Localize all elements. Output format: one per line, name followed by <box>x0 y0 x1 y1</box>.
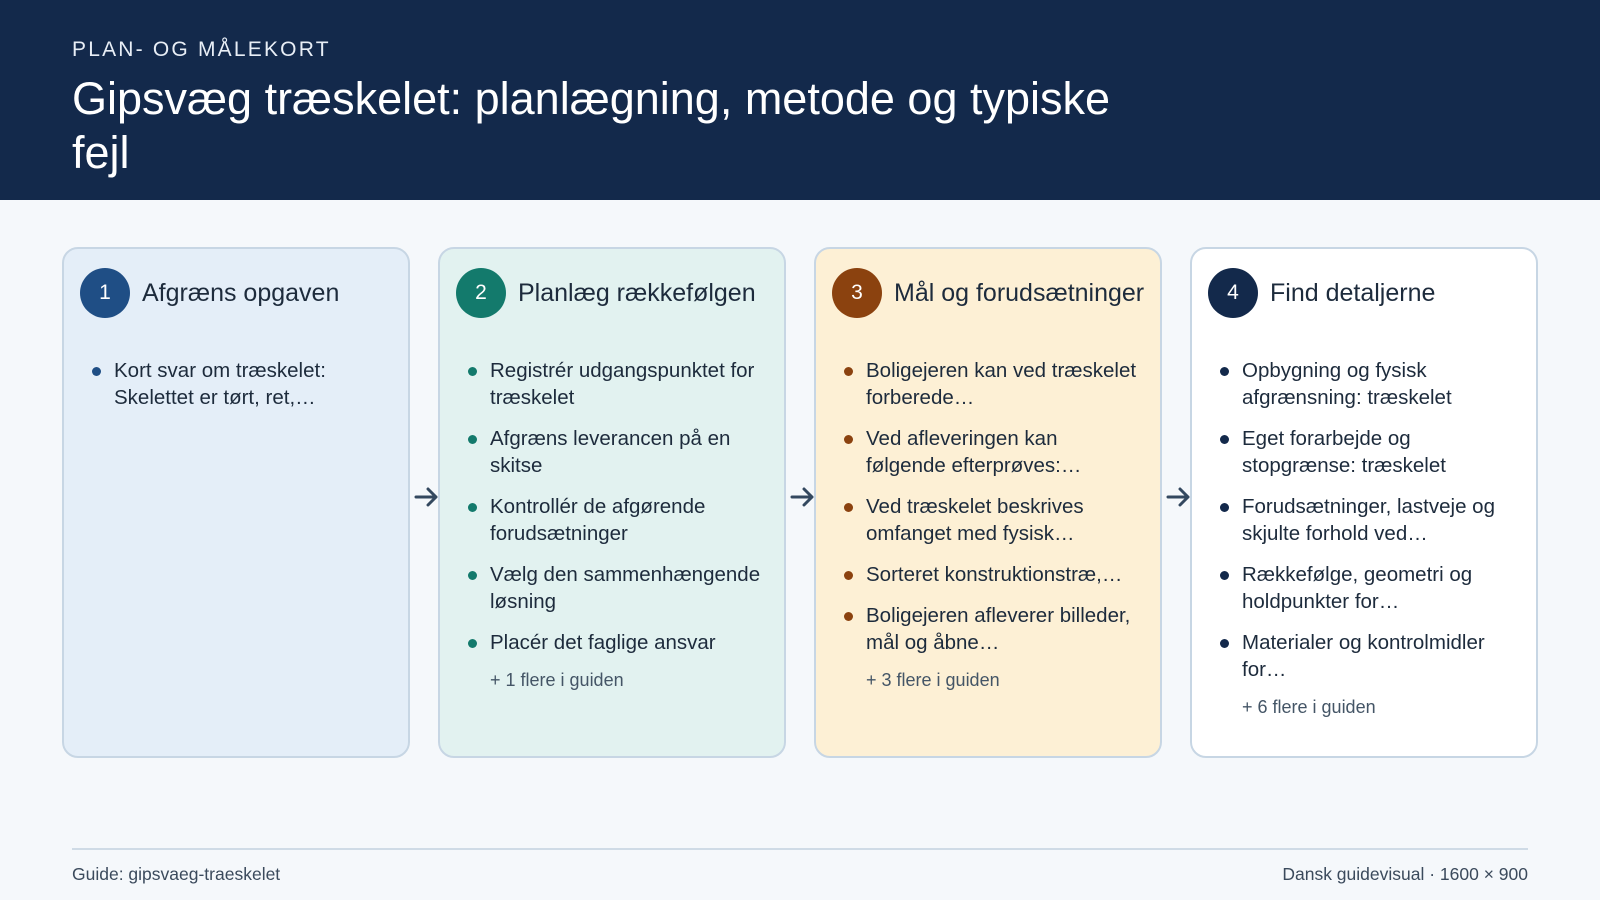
bullet-item <box>468 493 766 547</box>
bullet-text: Placér det faglige ansvar <box>490 631 716 654</box>
card-title: Find detaljerne <box>1270 278 1436 307</box>
bullet-dot <box>844 367 853 376</box>
bullet-item <box>92 357 390 411</box>
bullet-dot <box>844 571 853 580</box>
bullet-dot <box>1220 503 1229 512</box>
eyebrow-label: PLAN- OG MÅLEKORT <box>72 38 331 61</box>
more-in-guide-note: + 6 flere i guiden <box>1242 697 1376 717</box>
bullet-text: Boligejeren kan ved træskelet forberede… <box>866 359 1137 409</box>
card-header <box>80 267 390 319</box>
bullet-text: Eget forarbejde og stopgrænse: træskelet <box>1242 427 1446 477</box>
more-in-guide-note: + 3 flere i guiden <box>866 670 1000 690</box>
bullet-text: Afgræns leverancen på en skitse <box>490 427 731 477</box>
footer-guide-label: Guide: gipsvaeg-traeskelet <box>72 864 281 884</box>
bullet-dot <box>1220 571 1229 580</box>
bullet-text: Forudsætninger, lastveje og skjulte forhold ved… <box>1242 495 1495 545</box>
bullet-dot <box>468 435 477 444</box>
step-number-badge: 2 <box>456 268 506 318</box>
bullet-dot <box>1220 435 1229 444</box>
bullet-dot <box>844 612 853 621</box>
bullet-item <box>468 357 766 411</box>
bullet-item <box>844 602 1142 656</box>
card-header <box>1208 267 1518 319</box>
footer-format-label: Dansk guidevisual · 1600 × 900 <box>1282 864 1528 884</box>
bullet-item <box>1220 629 1518 683</box>
bullet-item <box>1220 493 1518 547</box>
bullet-item <box>1220 357 1518 411</box>
bullet-text: Boligejeren afleverer billeder, mål og åbne… <box>866 604 1131 654</box>
bullet-text: Ved træskelet beskrives omfanget med fysisk… <box>866 495 1084 545</box>
bullet-dot <box>1220 367 1229 376</box>
bullet-list <box>456 357 766 656</box>
bullet-item <box>1220 561 1518 615</box>
bullet-text: Materialer og kontrolmidler for… <box>1242 631 1485 681</box>
step-number-badge: 1 <box>80 268 130 318</box>
card-4 <box>1190 247 1538 758</box>
arrow-right-icon <box>1166 487 1192 507</box>
bullet-item <box>844 493 1142 547</box>
card-2 <box>438 247 786 758</box>
page-title: Gipsvæg træskelet: planlægning, metode og typiske fejl <box>72 73 1111 178</box>
card-1 <box>62 247 410 758</box>
bullet-item <box>468 629 766 656</box>
bullet-text: Rækkefølge, geometri og holdpunkter for… <box>1242 563 1473 613</box>
bullet-item <box>468 561 766 615</box>
card-title: Mål og forudsætninger <box>894 278 1145 307</box>
bullet-text: Sorteret konstruktionstræ,… <box>866 563 1123 586</box>
bullet-item <box>844 561 1142 588</box>
bullet-dot <box>844 503 853 512</box>
bullet-text: Opbygning og fysisk afgrænsning: træskelet <box>1242 359 1452 409</box>
bullet-dot <box>468 639 477 648</box>
card-3 <box>814 247 1162 758</box>
bullet-list <box>832 357 1142 656</box>
step-number-badge: 3 <box>832 268 882 318</box>
header-banner <box>0 0 1600 200</box>
bullet-dot <box>468 367 477 376</box>
bullet-item <box>844 357 1142 411</box>
arrow-right-icon <box>414 487 440 507</box>
bullet-dot <box>844 435 853 444</box>
card-title: Afgræns opgaven <box>142 278 340 307</box>
bullet-dot <box>468 503 477 512</box>
card-header <box>832 267 1145 319</box>
bullet-text: Vælg den sammenhængende løsning <box>490 563 761 613</box>
bullet-list <box>80 357 390 411</box>
arrow-right-icon <box>790 487 816 507</box>
bullet-item <box>844 425 1142 479</box>
bullet-item <box>468 425 766 479</box>
bullet-text: Kort svar om træskelet: Skelettet er tørt, ret,… <box>114 359 326 409</box>
bullet-text: Registrér udgangspunktet for træskelet <box>490 359 755 409</box>
card-title: Planlæg rækkefølgen <box>518 278 756 307</box>
footer-divider <box>72 848 1528 850</box>
more-in-guide-note: + 1 flere i guiden <box>490 670 624 690</box>
card-header <box>456 267 766 319</box>
bullet-text: Kontrollér de afgørende forudsætninger <box>490 495 706 545</box>
bullet-text: Ved afleveringen kan følgende efterprøves:… <box>866 427 1082 477</box>
bullet-list <box>1208 357 1518 683</box>
bullet-item <box>1220 425 1518 479</box>
bullet-dot <box>92 367 101 376</box>
bullet-dot <box>1220 639 1229 648</box>
bullet-dot <box>468 571 477 580</box>
step-number-badge: 4 <box>1208 268 1258 318</box>
